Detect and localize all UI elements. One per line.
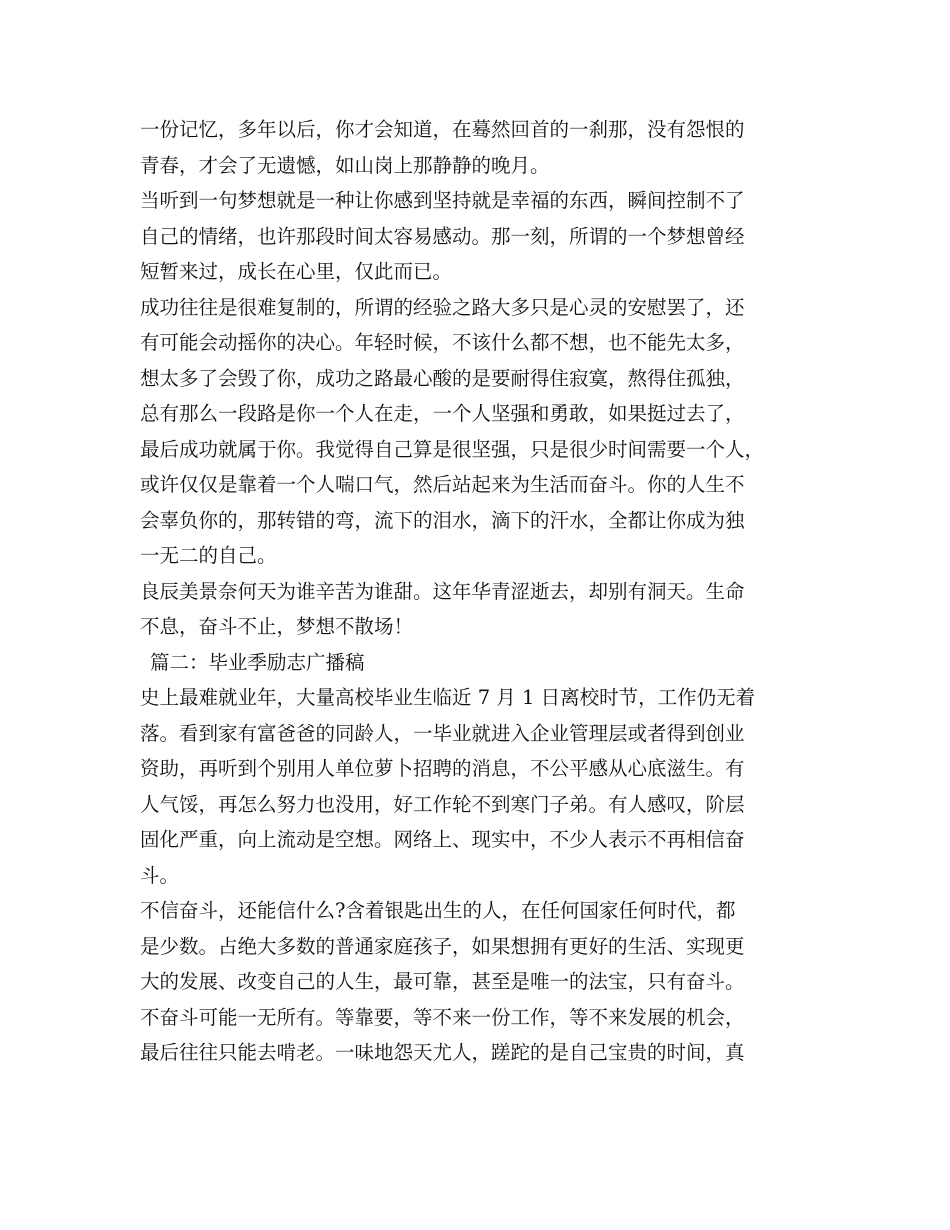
text-line: 人气馁，再怎么努力也没用，好工作轮不到寒门子弟。有人感叹，阶层 [140, 792, 745, 816]
text-line: 落。看到家有富爸爸的同龄人，一毕业就进入企业管理层或者得到创业 [140, 721, 745, 745]
text-line: 有可能会动摇你的决心。年轻时候，不该什么都不想，也不能先太多， [140, 331, 745, 354]
section-heading: 篇二：毕业季励志广播稿 [150, 650, 365, 674]
text-line: 良辰美景奈何天为谁辛苦为谁甜。这年华青涩逝去，却别有洞天。生命 [140, 579, 745, 603]
text-line: 一份记忆，多年以后，你才会知道，在蓦然回首的一刹那，没有怨恨的 [140, 118, 745, 141]
text-line: 不奋斗可能一无所有。等靠要，等不来一份工作，等不来发展的机会， [140, 1005, 745, 1029]
text-line: 史上最难就业年，大量高校毕业生临近 7 月 1 日离校时节，工作仍无着 [140, 686, 756, 709]
document-body [140, 112, 830, 1071]
text-line: 资助，再听到个别用人单位萝卜招聘的消息，不公平感从心底滋生。有 [140, 757, 745, 780]
text-line: 是少数。占绝大多数的普通家庭孩子，如果想拥有更好的生活、实现更 [140, 934, 745, 958]
text-line: 成功往往是很难复制的，所谓的经验之路大多只是心灵的安慰罢了，还 [140, 295, 745, 319]
text-line: 大的发展、改变自己的人生，最可靠，甚至是唯一的法宝，只有奋斗。 [140, 970, 745, 993]
text-line: 最后成功就属于你。我觉得自己算是很坚强，只是很少时间需要一个人， [140, 437, 765, 461]
text-line: 不息，奋斗不止，梦想不散场！ [140, 615, 414, 638]
text-line: 短暂来过，成长在心里，仅此而已。 [140, 260, 453, 283]
text-line: 一无二的自己。 [140, 544, 277, 567]
text-line: 或许仅仅是靠着一个人喘口气，然后站起来为生活而奋斗。你的人生不 [140, 473, 745, 496]
text-line: 不信奋斗，还能信什么?含着银匙出生的人，在任何国家任何时代，都 [140, 899, 736, 922]
text-line: 当听到一句梦想就是一种让你感到坚持就是幸福的东西，瞬间控制不了 [140, 189, 745, 212]
text-line: 总有那么一段路是你一个人在走，一个人坚强和勇敢，如果挺过去了， [140, 402, 745, 425]
text-line: 最后往往只能去啃老。一味地怨天尤人，蹉跎的是自己宝贵的时间，真 [140, 1041, 745, 1064]
text-line: 青春，才会了无遗憾，如山岗上那静静的晚月。 [140, 153, 550, 177]
text-line: 自己的情绪，也许那段时间太容易感动。那一刻，所谓的一个梦想曾经 [140, 224, 745, 248]
text-line: 想太多了会毁了你，成功之路最心酸的是要耐得住寂寞，熬得住孤独， [140, 366, 745, 390]
text-line: 固化严重，向上流动是空想。网络上、现实中，不少人表示不再相信奋 [140, 828, 745, 851]
text-line: 会辜负你的，那转错的弯，流下的泪水，滴下的汗水，全都让你成为独 [140, 508, 745, 532]
text-line: 斗。 [140, 863, 180, 887]
